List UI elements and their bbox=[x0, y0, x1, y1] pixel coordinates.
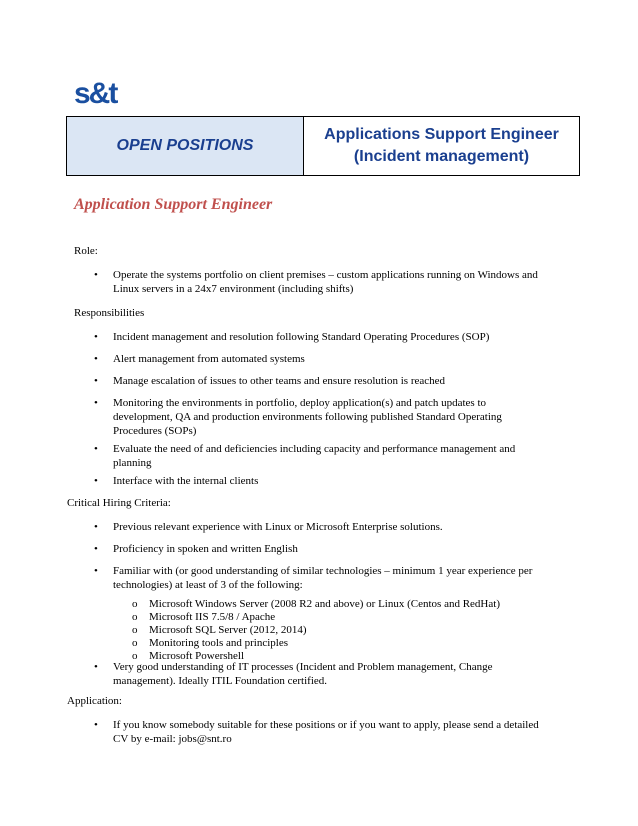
sub-list-item: o Microsoft IIS 7.5/8 / Apache bbox=[132, 611, 276, 623]
list-item: • Familiar with (or good understanding of similar technologies – minimum 1 year experience per technologies) at least of 3 of the following: bbox=[94, 565, 533, 591]
sub-bullet-icon: o bbox=[132, 650, 138, 662]
sub-list-item: o Microsoft Windows Server (2008 R2 and above) or Linux (Centos and RedHat) bbox=[132, 598, 500, 610]
sub-bullet-icon: o bbox=[132, 624, 138, 636]
list-item: • If you know somebody suitable for these positions or if you want to apply, please send a detailed CV by e-mail: jobs@snt.ro bbox=[94, 719, 539, 745]
bullet-icon: • bbox=[94, 521, 98, 533]
bullet-icon: • bbox=[94, 661, 98, 673]
sub-list-item: o Microsoft Powershell bbox=[132, 650, 245, 662]
bullet-icon: • bbox=[94, 443, 98, 455]
bullet-icon: • bbox=[94, 397, 98, 409]
list-item: • Very good understanding of IT processes (Incident and Problem management, Change management). Ideally ITIL Foundation certified. bbox=[94, 661, 493, 687]
list-item: • Monitoring the environments in portfolio, deploy application(s) and patch updates to development, QA and production environments following published Standard Operating Procedures (SOPs) bbox=[94, 397, 502, 437]
list-item: • Operate the systems portfolio on client premises – custom applications running on Windows and Linux servers in a 24x7 environment (including shifts) bbox=[94, 269, 538, 295]
bullet-icon: • bbox=[94, 353, 98, 365]
responsibilities-heading: Responsibilities bbox=[74, 307, 145, 319]
list-item: • Incident management and resolution following Standard Operating Procedures (SOP) bbox=[94, 331, 490, 343]
header-table bbox=[66, 116, 580, 176]
bullet-icon: • bbox=[94, 269, 98, 281]
sub-bullet-icon: o bbox=[132, 611, 138, 623]
logo-graphic bbox=[74, 78, 140, 108]
header-right-cell bbox=[304, 117, 579, 175]
sub-list-item: o Microsoft SQL Server (2012, 2014) bbox=[132, 624, 307, 636]
logo-text: s&t bbox=[74, 78, 117, 108]
bullet-icon: • bbox=[94, 719, 98, 731]
list-item: • Alert management from automated systems bbox=[94, 353, 305, 365]
header-left-cell bbox=[67, 117, 304, 175]
role-heading: Role: bbox=[74, 245, 98, 257]
list-item: • Previous relevant experience with Linux or Microsoft Enterprise solutions. bbox=[94, 521, 443, 533]
list-item: • Evaluate the need of and deficiencies including capacity and performance management and planning bbox=[94, 443, 516, 469]
position-title-line2: (Incident management) bbox=[353, 148, 530, 165]
bullet-icon: • bbox=[94, 331, 98, 343]
position-title-line1: Applications Support Engineer bbox=[324, 126, 559, 143]
company-logo bbox=[74, 78, 140, 108]
open-positions-label: OPEN POSITIONS bbox=[116, 137, 254, 154]
job-title: Application Support Engineer bbox=[74, 196, 273, 213]
list-item: • Manage escalation of issues to other teams and ensure resolution is reached bbox=[94, 375, 446, 387]
bullet-icon: • bbox=[94, 475, 98, 487]
criteria-heading: Critical Hiring Criteria: bbox=[67, 497, 171, 509]
bullet-icon: • bbox=[94, 565, 98, 577]
sub-bullet-icon: o bbox=[132, 598, 138, 610]
sub-list-item: o Monitoring tools and principles bbox=[132, 637, 289, 649]
bullet-icon: • bbox=[94, 543, 98, 555]
bullet-icon: • bbox=[94, 375, 98, 387]
list-item: • Proficiency in spoken and written English bbox=[94, 543, 298, 555]
sub-bullet-icon: o bbox=[132, 637, 138, 649]
application-heading: Application: bbox=[67, 695, 122, 707]
list-item: • Interface with the internal clients bbox=[94, 475, 259, 487]
